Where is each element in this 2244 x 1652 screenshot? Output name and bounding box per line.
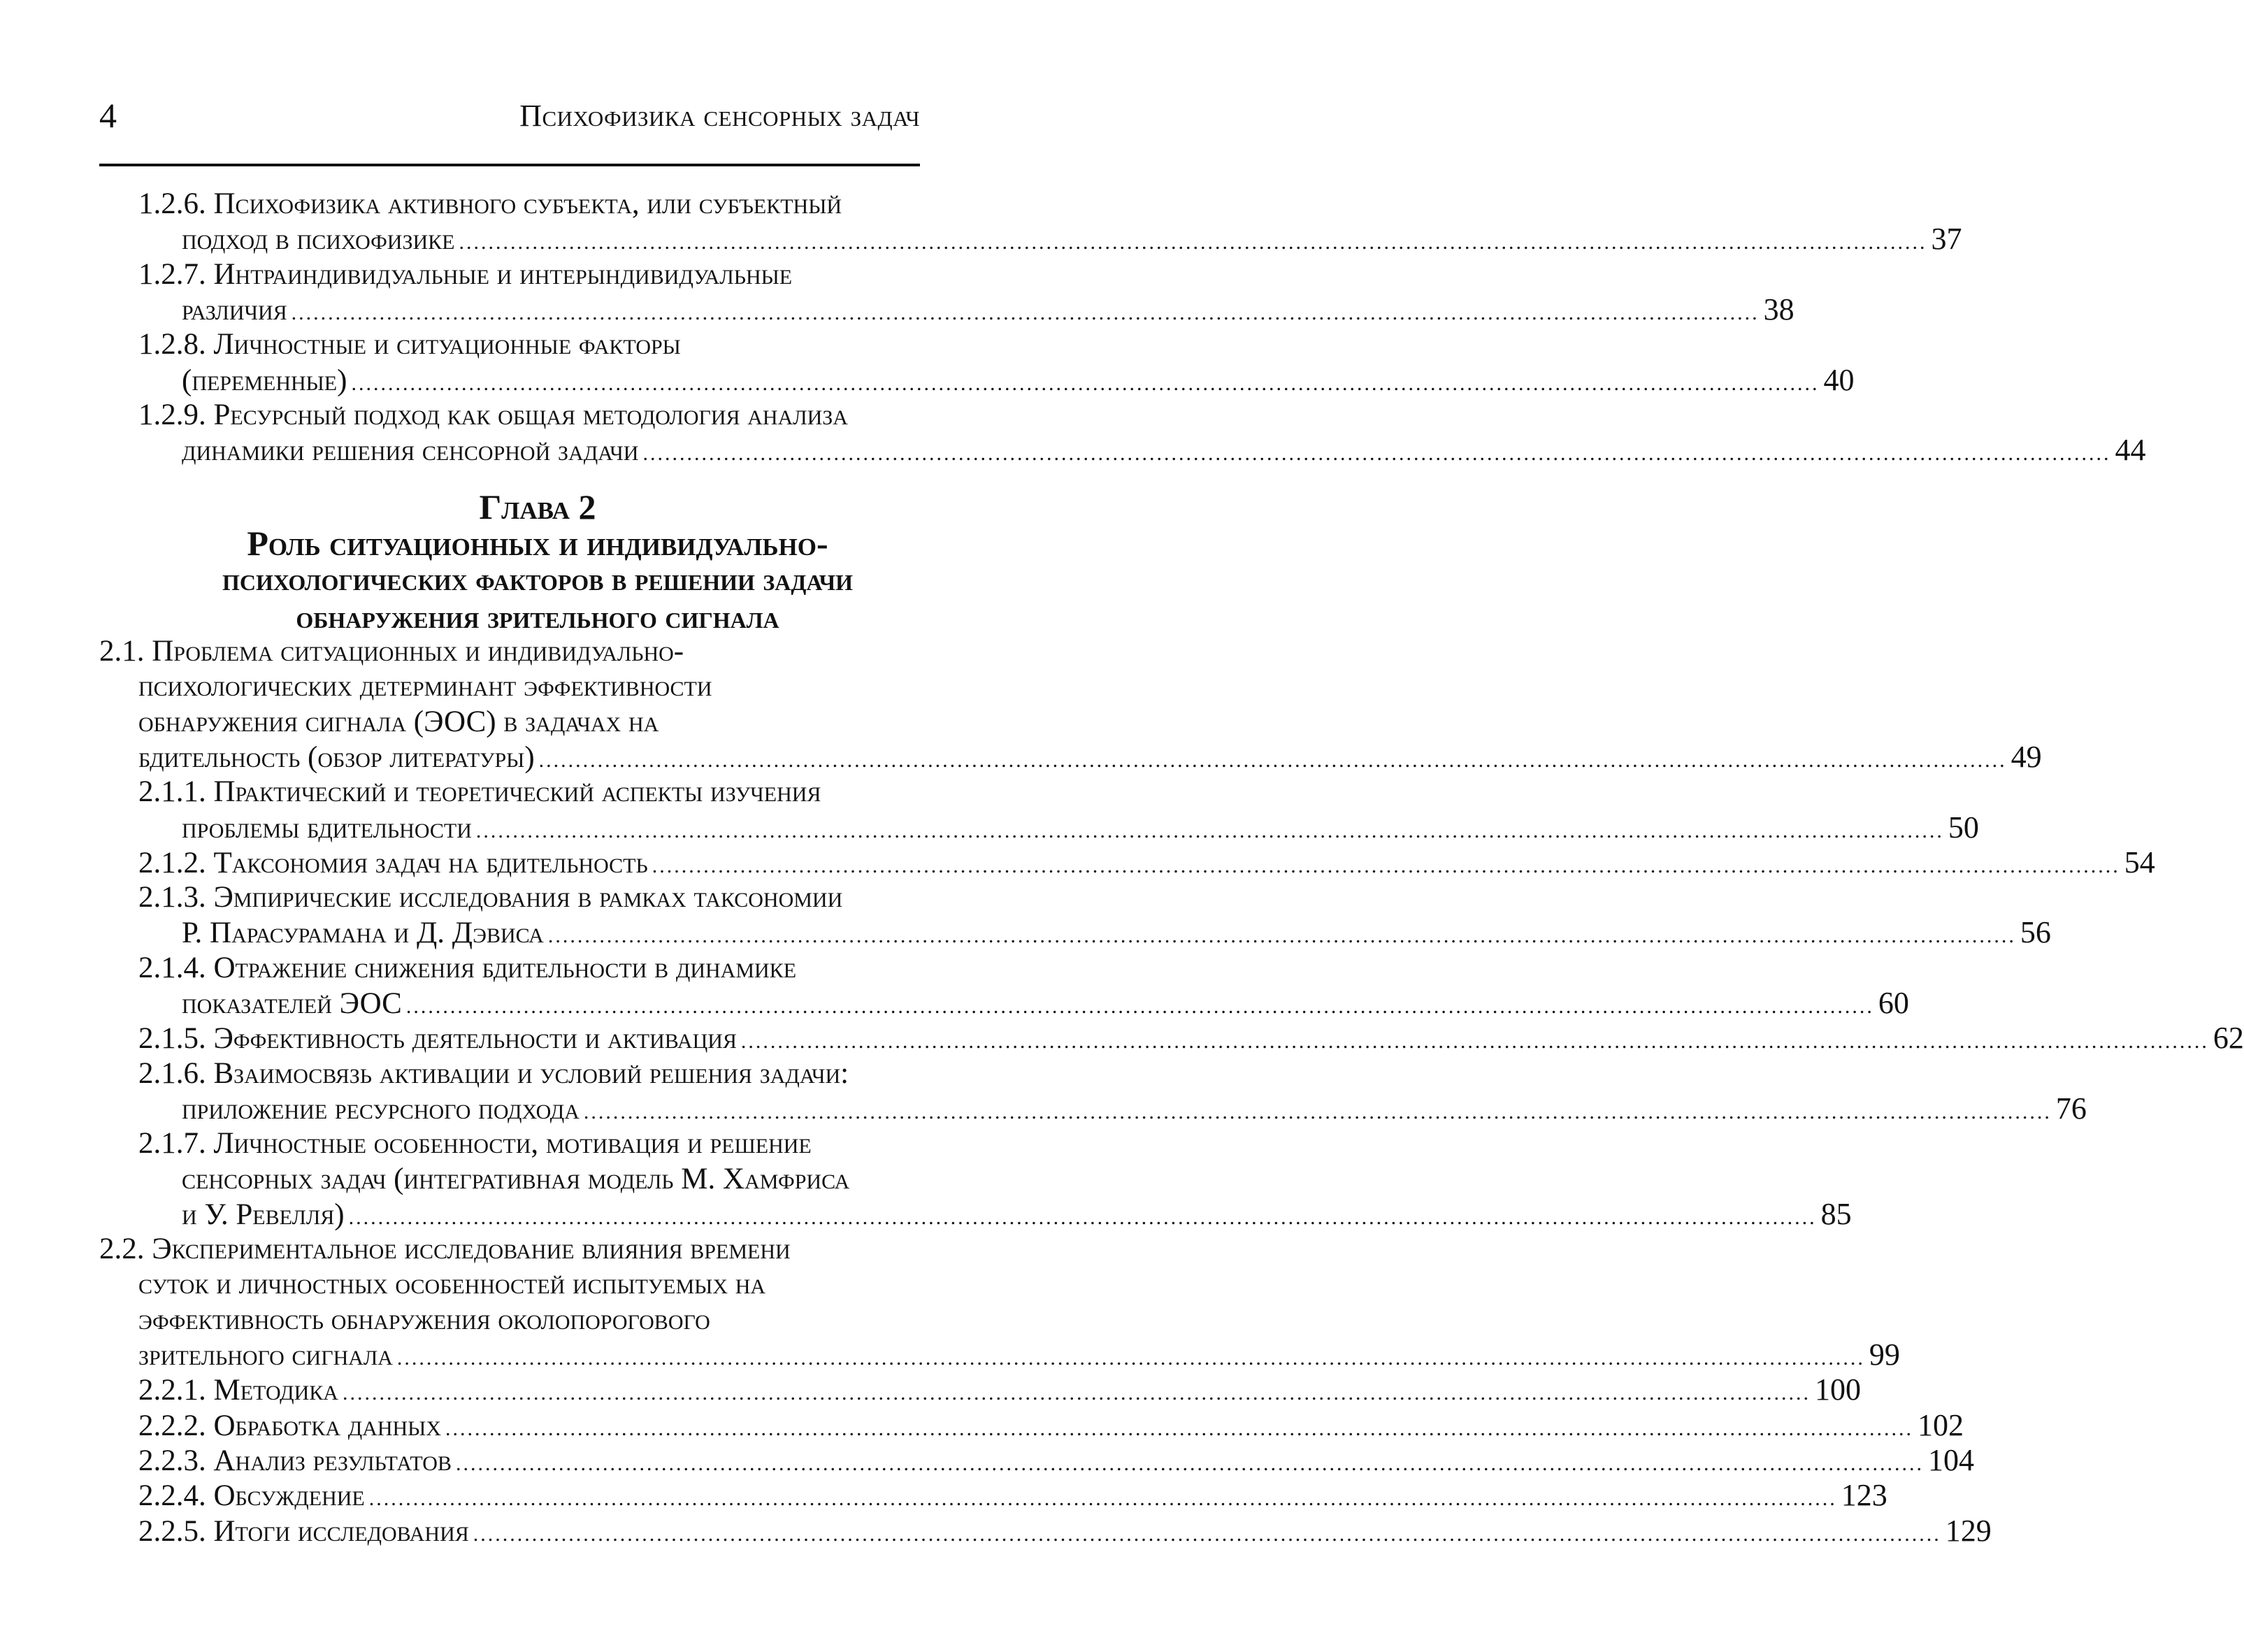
section-title: 2.1. Проблема ситуационных и индивидуально-	[99, 635, 684, 668]
toc-entry-page-number: 62	[2213, 1021, 2244, 1056]
section-page-number: 99	[1869, 1337, 1900, 1372]
dot-leader: ........................................................................................................................................................................................................	[455, 1451, 1924, 1475]
toc-entry-title: 1.2.8. Личностные и ситуационные факторы	[138, 328, 681, 361]
dot-leader: ........................................................................................................................................................................................................	[342, 1381, 1811, 1405]
toc-entry-page-number: 40	[1823, 362, 1855, 397]
toc-entry-line	[138, 1478, 1887, 1513]
toc-entry-line	[138, 1021, 2244, 1056]
toc-entry-title: и У. Ревелля)	[182, 1198, 345, 1231]
toc-entry-line	[182, 433, 2146, 468]
toc-entry-page-number: 104	[1927, 1442, 1974, 1477]
toc-entry-line	[138, 189, 920, 219]
toc-entry-line	[138, 1372, 1861, 1407]
toc-entry-line	[138, 1058, 920, 1089]
toc-entry-line	[138, 1407, 1964, 1442]
toc-entry-line	[182, 1091, 2087, 1126]
section-line	[138, 671, 920, 701]
toc-entry-title: 2.1.3. Эмпирические исследования в рамках таксономии	[138, 881, 843, 914]
chapter-title: психологических факторов в решении задачи	[222, 561, 853, 597]
section-line	[138, 1269, 920, 1299]
toc-entry-title: 2.1.5. Эффективность деятельности и активация	[138, 1022, 737, 1056]
toc-entry-line	[182, 362, 1855, 397]
toc-entry-title: 2.2.2. Обработка данных	[138, 1409, 442, 1442]
toc-entry-title: 1.2.6. Психофизика активного субъекта, или субъектный	[138, 187, 842, 220]
toc-entry-line	[138, 400, 920, 430]
toc-entry-line	[182, 292, 1795, 326]
toc-entry-line	[182, 222, 1962, 257]
toc-entry-line	[182, 1164, 920, 1194]
section-line	[138, 1337, 1900, 1372]
toc-entry-page-number: 100	[1814, 1372, 1861, 1407]
section-title: бдительность (обзор литературы)	[138, 740, 535, 774]
dot-leader: ........................................................................................................................................................................................................	[547, 924, 2016, 948]
toc-entry-title: 2.2.3. Анализ результатов	[138, 1444, 452, 1477]
section-title: 2.2. Экспериментальное исследование влияния времени	[99, 1233, 791, 1266]
toc-entry-title: проблемы бдительности	[182, 811, 472, 845]
dot-leader: ........................................................................................................................................................................................................	[368, 1487, 1837, 1511]
dot-leader: ........................................................................................................................................................................................................	[445, 1416, 1914, 1440]
toc-entry-title: 2.2.4. Обсуждение	[138, 1479, 365, 1513]
section-title: психологических детерминант эффективности	[138, 670, 712, 703]
toc-entry-page-number: 54	[2124, 845, 2155, 879]
chapter-title: Роль ситуационных и индивидуально-	[247, 524, 828, 563]
running-title: Психофизика сенсорных задач	[519, 99, 920, 133]
section-title: обнаружения сигнала (ЭОС) в задачах на	[138, 705, 659, 738]
toc-entry-title: 2.1.2. Таксономия задач на бдительность	[138, 846, 648, 879]
toc-entry-page-number: 76	[2055, 1091, 2087, 1126]
toc-entry-title: различия	[182, 293, 287, 326]
toc-entry-line	[138, 845, 2155, 879]
dot-leader: ........................................................................................................................................................................................................	[642, 442, 2111, 466]
toc-entry-title: 2.1.7. Личностные особенности, мотивация и решение	[138, 1127, 812, 1161]
dot-leader: ........................................................................................................................................................................................................	[475, 819, 1944, 842]
toc-entry-page-number: 56	[2020, 915, 2051, 950]
section-title: эффективность обнаружения околопорогового	[138, 1302, 710, 1336]
dot-leader: ........................................................................................................................................................................................................	[405, 995, 1874, 1018]
toc-entry-title: сенсорных задач (интегративная модель М. Хамфриса	[182, 1162, 850, 1195]
toc-entry-line	[182, 810, 1979, 845]
toc-entry-page-number: 60	[1878, 986, 1909, 1020]
dot-leader: ........................................................................................................................................................................................................	[740, 1030, 2209, 1054]
toc-entry-title: (переменные)	[182, 364, 347, 397]
toc-entry-title: Р. Парасурамана и Д. Дэвиса	[182, 917, 544, 950]
toc-entry-line	[138, 1127, 920, 1161]
toc-entry-page-number: 38	[1763, 292, 1795, 326]
toc-entry-line	[138, 777, 920, 807]
dot-leader: ........................................................................................................................................................................................................	[348, 1205, 1817, 1229]
toc-entry-title: 2.1.6. Взаимосвязь активации и условий решения задачи:	[138, 1056, 849, 1090]
toc-entry-line	[138, 1513, 1992, 1548]
chapter-title: обнаружения зрительного сигнала	[296, 599, 779, 635]
toc-entry-title: 2.1.4. Отражение снижения бдительности в динамике	[138, 951, 797, 984]
toc-entry-line	[182, 1196, 1852, 1231]
header-rule	[99, 164, 920, 166]
toc-entry-title: 2.2.5. Итоги исследования	[138, 1514, 469, 1548]
dot-leader: ........................................................................................................................................................................................................	[473, 1522, 1941, 1546]
toc-entry-line	[138, 953, 920, 983]
section-line	[99, 1234, 920, 1264]
section-line	[138, 707, 920, 737]
dot-leader: ........................................................................................................................................................................................................	[583, 1100, 2052, 1123]
dot-leader: ........................................................................................................................................................................................................	[538, 748, 2007, 772]
toc-entry-page-number: 37	[1931, 222, 1962, 257]
toc-entry-title: показателей ЭОС	[182, 987, 402, 1020]
toc-entry-page-number: 85	[1820, 1196, 1852, 1231]
toc-entry-line	[182, 986, 1909, 1020]
toc-entry-title: 1.2.7. Интраиндивидуальные и интерындивидуальные	[138, 257, 793, 291]
section-line	[138, 1302, 920, 1336]
section-line	[99, 636, 920, 666]
toc-entry-line	[138, 1442, 1974, 1477]
toc-entry-title: подход в психофизике	[182, 223, 455, 257]
toc-entry-line	[138, 259, 920, 289]
section-line	[138, 739, 2042, 774]
toc-entry-title: динамики решения сенсорной задачи	[182, 434, 639, 468]
section-title: зрительного сигнала	[138, 1339, 393, 1372]
toc-entry-title: 2.1.1. Практический и теоретический аспекты изучения	[138, 775, 821, 809]
dot-leader: ........................................................................................................................................................................................................	[291, 301, 1760, 324]
section-title: суток и личностных особенностей испытуемых на	[138, 1267, 766, 1301]
section-page-number: 49	[2011, 739, 2042, 774]
dot-leader: ........................................................................................................................................................................................................	[351, 371, 1820, 395]
toc-entry-line	[138, 329, 920, 359]
toc-entry-line	[138, 882, 920, 912]
toc-entry-page-number: 102	[1918, 1407, 1964, 1442]
toc-entry-title: 1.2.9. Ресурсный подход как общая методология анализа	[138, 398, 848, 431]
toc-entry-page-number: 44	[2115, 433, 2146, 468]
toc-entry-page-number: 50	[1948, 810, 1979, 845]
toc-entry-title: приложение ресурсного подхода	[182, 1092, 580, 1126]
toc-entry-line	[182, 915, 2051, 950]
dot-leader: ........................................................................................................................................................................................................	[396, 1346, 1865, 1370]
page-number: 4	[99, 96, 117, 135]
toc-entry-title: 2.2.1. Методика	[138, 1374, 338, 1407]
dot-leader: ........................................................................................................................................................................................................	[652, 854, 2120, 877]
chapter-label: Глава 2	[479, 487, 596, 526]
toc-entry-page-number: 123	[1841, 1478, 1887, 1513]
dot-leader: ........................................................................................................................................................................................................	[459, 231, 1927, 254]
toc-entry-page-number: 129	[1945, 1513, 1992, 1548]
